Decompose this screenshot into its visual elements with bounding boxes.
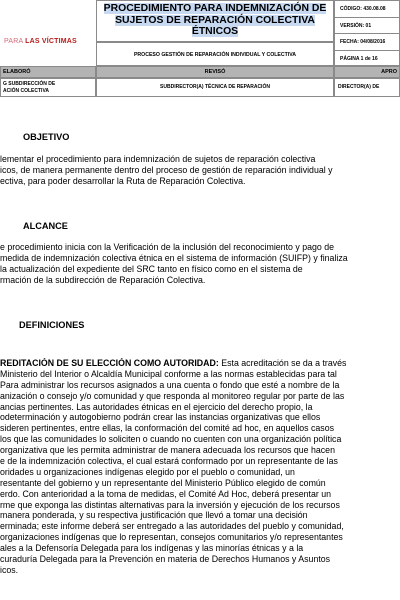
title-line-1: PROCEDIMIENTO PARA INDEMNIZACIÓN DE	[103, 3, 327, 14]
paragraph-line: odeterminación y autogobierno podrán crear las instancias organizativas que ellos	[0, 412, 321, 423]
reviso-value: SUBDIRECTOR(A) TÉCNICA DE REPARACIÓN	[96, 78, 334, 97]
paragraph-line: rmación de la subdirección de Reparación Colectiva.	[0, 275, 206, 286]
paragraph-line: rme que exponga las distintas alternativas para la inversión y ejecución de los recursos	[0, 499, 340, 510]
doc-code: CÓDIGO: 430.08.08	[335, 1, 400, 18]
section-heading-alcance: ALCANCE	[23, 221, 68, 231]
aprobo-value: DIRECTOR(A) DE	[334, 78, 400, 97]
objetivo-paragraph	[0, 154, 400, 187]
paragraph-line: ectiva, para poder desarrollar la Ruta de Reparación Colectiva.	[0, 176, 246, 187]
paragraph-line: curaduría Delegada para la Prevención en materia de Derechos Humanos y Asuntos	[0, 554, 331, 565]
paragraph-line: los que las comunidades lo soliciten o cuando no cuenten con una organización política	[0, 434, 342, 445]
paragraph-line: la actualización del expediente del SRC tanto en físico como en el sistema de	[0, 264, 303, 275]
aprobo-label: APRO	[334, 66, 400, 78]
paragraph-line: erminada; este informe deberá ser entregado a las autoridades del pueblo y comunidad,	[0, 521, 344, 532]
elaboro-value: G SUBDIRECCIÓN DE ACIÓN COLECTIVA	[0, 78, 96, 97]
title-line-3: ÉTNICOS	[191, 26, 239, 38]
paragraph-line: Ministerio del Interior o Alcaldía Municipal conforme a las normas establecidas para tal	[0, 368, 337, 379]
paragraph-line: e de la indemnización colectiva, el cual estará conformado por un representante de las	[0, 456, 338, 467]
document-title	[96, 0, 334, 42]
paragraph-line: icos.	[0, 564, 19, 575]
doc-date: FECHA: 04/08/2016	[335, 34, 400, 51]
paragraph-line: ancias pertinentes. Las autoridades étnicas en el ejercicio del derecho propio, la	[0, 401, 313, 412]
paragraph-line: ales a la Defensoría Delegada para los indígenas y las minorías étnicas y a la	[0, 543, 304, 554]
paragraph-line: e procedimiento inicia con la Verificación de la inclusión del reconocimiento y pago de	[0, 242, 334, 252]
organization-logo: PARA LAS VÍCTIMAS	[4, 38, 77, 45]
document-header	[0, 0, 400, 97]
process-name: PROCESO GESTIÓN DE REPARACIÓN INDIVIDUAL Y COLECTIVA	[96, 42, 334, 66]
paragraph-line: Para administrar los recursos asignados a una cuenta o fondo que esté a nombre de la	[0, 379, 340, 390]
definiciones-paragraph	[0, 358, 400, 576]
paragraph-line: organizaciones indígenas que lo representan, consejos comunitarios y/o representantes	[0, 532, 343, 543]
paragraph-line: sideren pertinentes, entre ellas, la conformación del comité ad hoc, en aquellos casos	[0, 423, 334, 434]
paragraph-line: lementar el procedimiento para indemnización de sujetos de reparación colectiva	[0, 154, 316, 164]
paragraph-line: manera ponderada, y su respectiva justificación que llevó a tomar una decisión	[0, 510, 308, 521]
paragraph-line: resentante del gobierno y un representante del Ministerio Público elegido de común	[0, 477, 326, 488]
elaboro-label: ELABORÓ	[0, 66, 96, 78]
document-metadata	[334, 0, 400, 66]
paragraph-line: medida de indemnización colectiva étnica en el sistema de información (SUIFP) y finaliza	[0, 253, 348, 264]
doc-page-number: PÁGINA 1 de 16	[340, 55, 378, 62]
paragraph-line: oridades u organizaciones indígenas elegido por el pueblo o comunidad, un	[0, 466, 295, 477]
paragraph-line: organizativa que les permita administrar de manera adecuada los recursos que hacen	[0, 445, 335, 456]
definition-term: REDITACIÓN DE SU ELECCIÓN COMO AUTORIDAD:	[0, 358, 219, 368]
definition-term-line: REDITACIÓN DE SU ELECCIÓN COMO AUTORIDAD: Esta acreditación se da a través	[0, 358, 347, 368]
title-line-2: SUJETOS DE REPARACIÓN COLECTIVA	[115, 14, 315, 26]
alcance-paragraph	[0, 242, 400, 286]
section-heading-objetivo: OBJETIVO	[23, 132, 70, 142]
paragraph-line: icos, de manera permanente dentro del proceso de gestión de reparación individual y	[0, 165, 333, 176]
paragraph-line: anización o consejo y/o comunidad y que responda al monitoreo regular por parte de las	[0, 390, 345, 401]
doc-version: VERSIÓN: 01	[335, 18, 400, 35]
section-heading-definiciones: DEFINICIONES	[19, 320, 85, 330]
reviso-label: REVISÓ	[96, 66, 334, 78]
paragraph-line: erdo. Con anterioridad a la toma de medidas, el Comité Ad Hoc, deberá presentar un	[0, 488, 332, 499]
